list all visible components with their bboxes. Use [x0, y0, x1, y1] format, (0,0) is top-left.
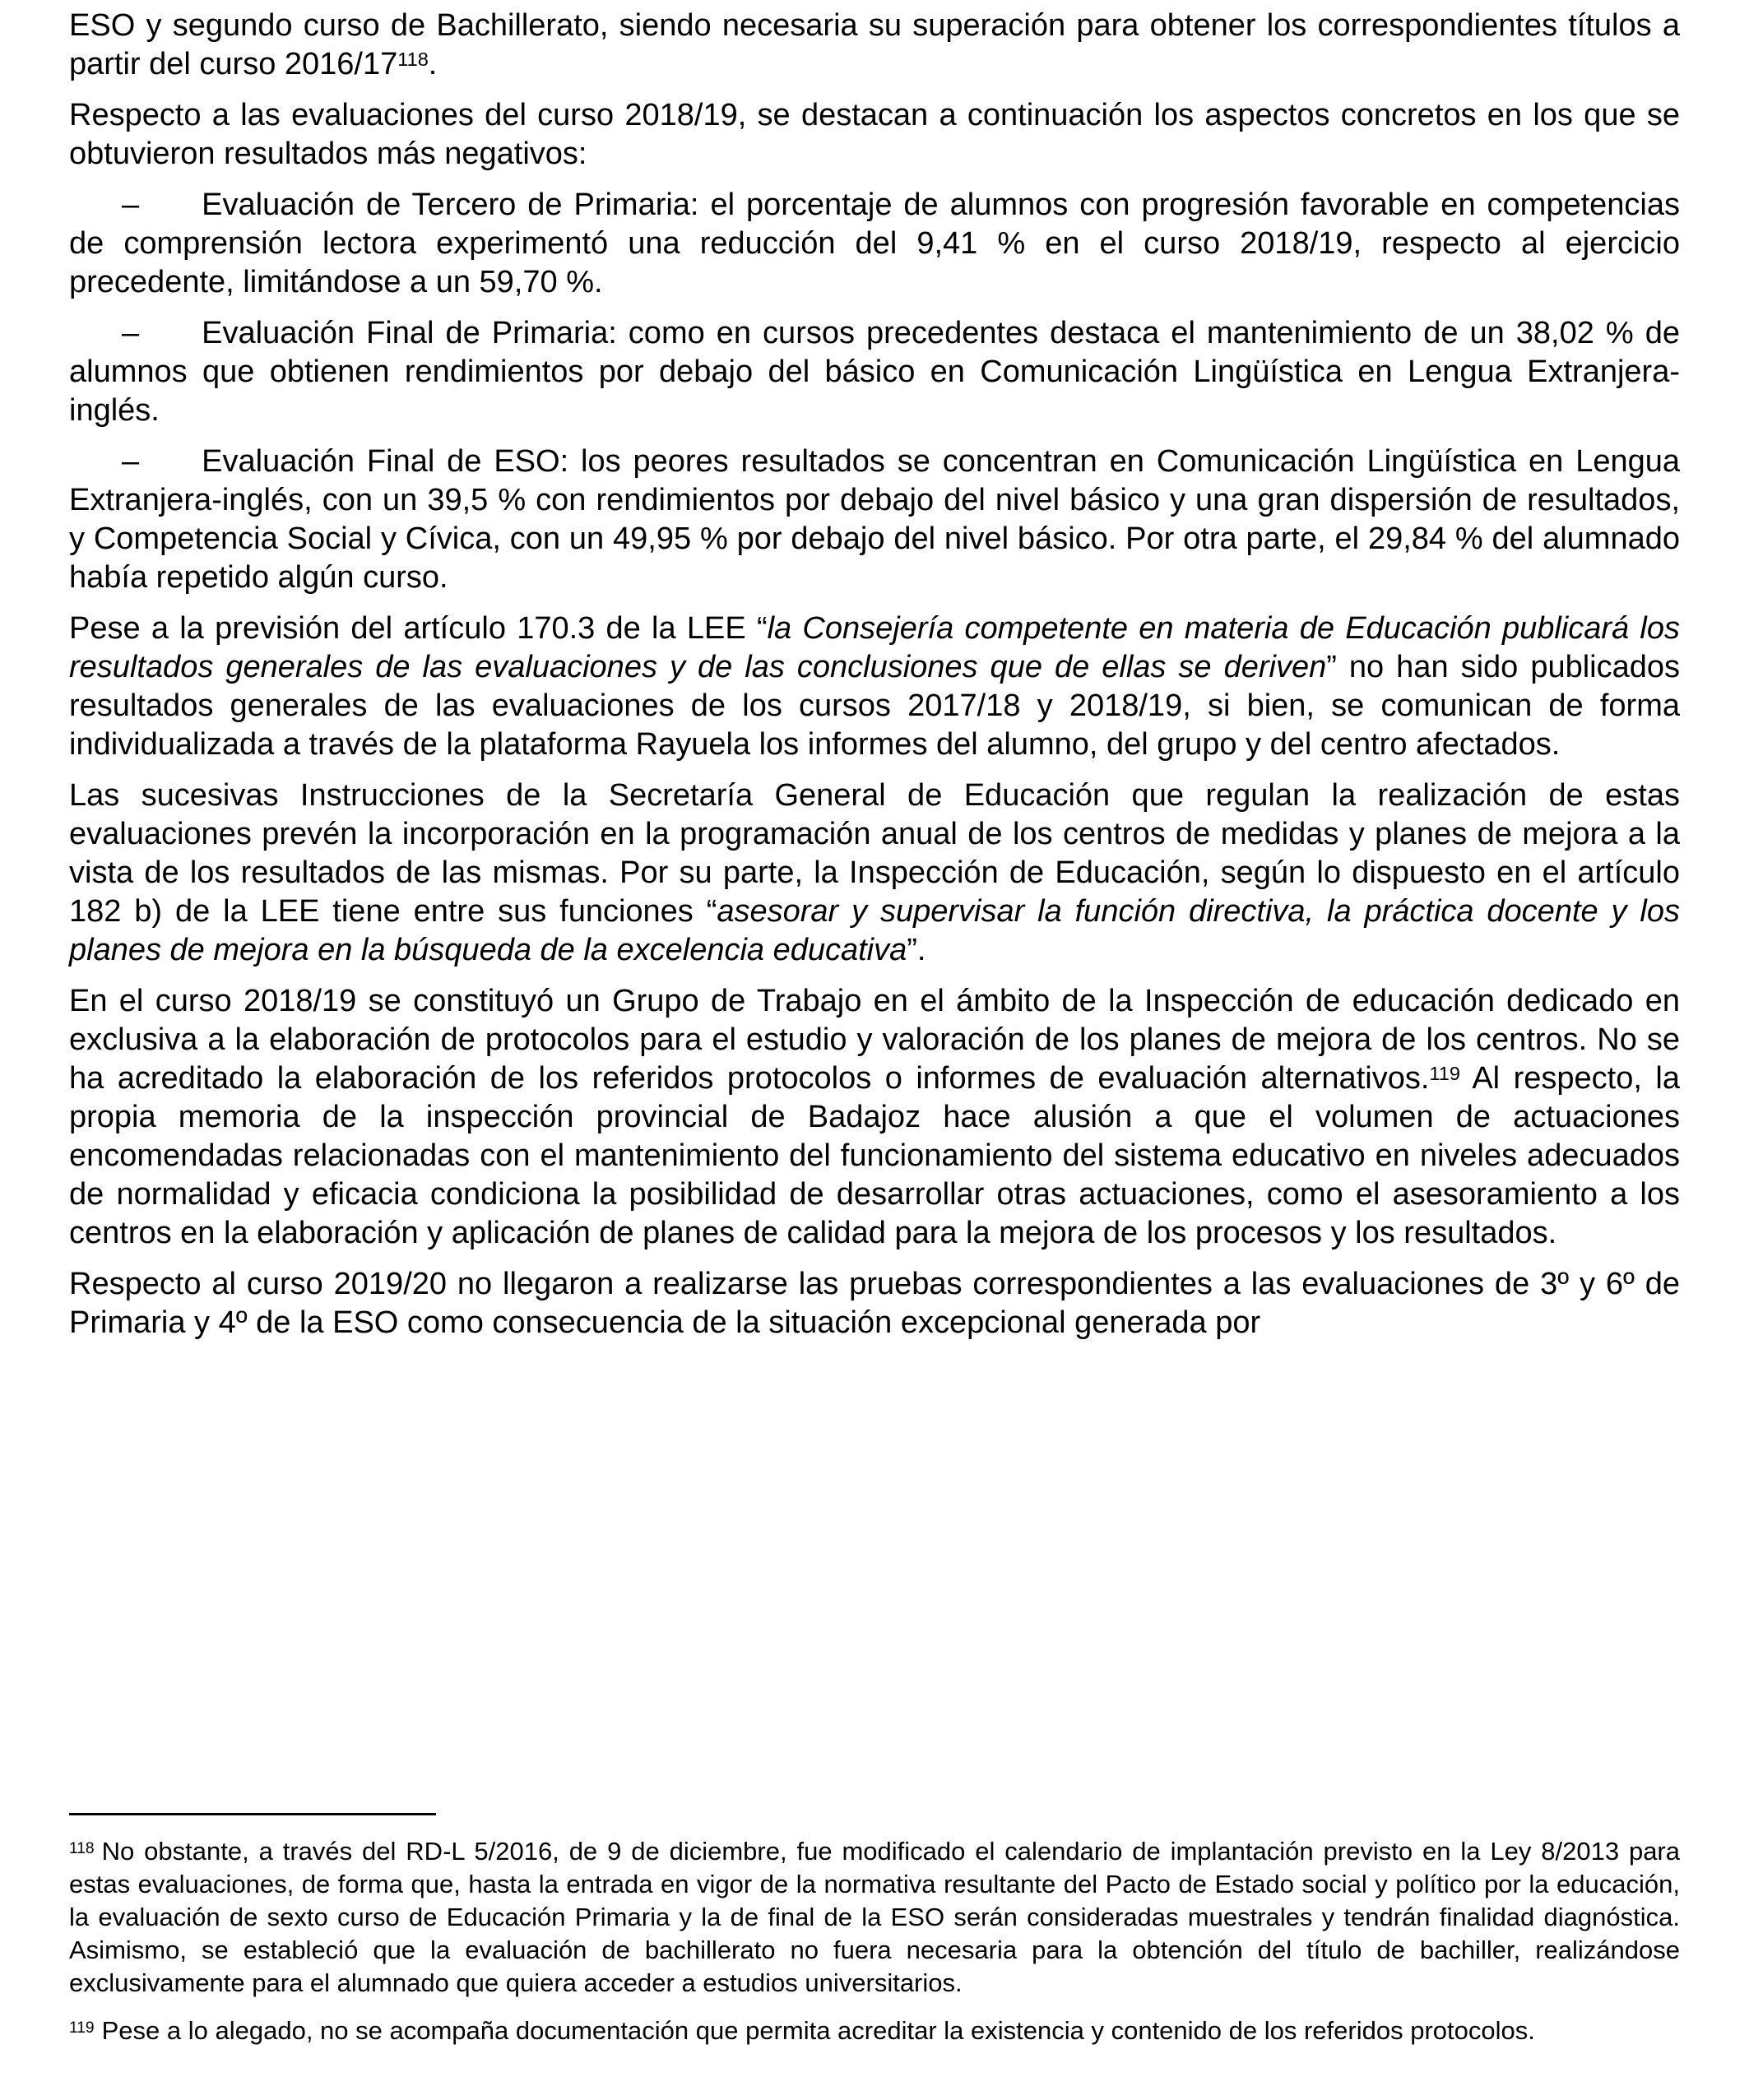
bullet-item-final-primaria — [69, 314, 1680, 430]
footnote-text: No obstante, a través del RD-L 5/2016, de 9 de diciembre, fue modificado el calendario de implantación previsto en la Ley 8/2013 para estas evaluaciones, de forma que, hasta la entrada en vigor de la normativa resultante del Pacto de Estado social y político por la educación, la evaluación de sexto curso de Educación Primaria y la de final de la ESO serán consideradas muestrales y tendrán finalidad diagnóstica. Asimismo, se estableció que la evaluación de bachillerato no fuera necesaria para la obtención del título de bachiller, realizándose exclusivamente para el alumnado que quiera acceder a estudios universitarios. — [69, 1837, 1680, 1997]
paragraph-curso-2019-20 — [69, 1265, 1680, 1342]
quoted-text: la Consejería competente en materia de Educación publicará los resultados generales de las evaluaciones y de las conclusiones que de ellas se deriven — [69, 611, 1680, 684]
paragraph-text: ESO y segundo curso de Bachillerato, siendo necesaria su superación para obtener los correspondientes títulos a partir del curso 2016/17 — [69, 8, 1680, 81]
footnote-number-119: 119 — [69, 2019, 95, 2037]
paragraph-text: Respecto al curso 2019/20 no llegaron a realizarse las pruebas correspondientes a las evaluaciones de 3º y 6º de Primaria y 4º de la ESO como consecuencia de la situación excepcional generada por — [69, 1267, 1680, 1340]
paragraph-text: . — [428, 47, 438, 81]
bullet-dash: – — [122, 444, 140, 479]
footnote-separator — [69, 1813, 436, 1815]
paragraph-text: Respecto a las evaluaciones del curso 2018/19, se destacan a continuación los aspectos concretos en los que se obtuvieron resultados más negativos: — [69, 98, 1680, 171]
footnote-119 — [69, 2014, 1680, 2047]
paragraph-publicacion-resultados — [69, 610, 1680, 764]
footnotes-section — [69, 1813, 1680, 2047]
paragraph-text: Al respecto, la propia memoria de la inspección provincial de Badajoz hace alusión a que el volumen de actuaciones encomendadas relacionadas con el mantenimiento del funcionamiento del sistema educativo en niveles adecuados de normalidad y eficacia condiciona la posibilidad de desarrollar otras actuaciones, como el asesoramiento a los centros en la elaboración y aplicación de planes de calidad para la mejora de los procesos y los resultados. — [69, 1061, 1680, 1250]
footnote-ref-118: 118 — [397, 49, 429, 71]
paragraph-text: En el curso 2018/19 se constituyó un Grupo de Trabajo en el ámbito de la Inspección de educación dedicado en exclusiva a la elaboración de protocolos para el estudio y valoración de los planes de mejora de los centros. No se ha acreditado la elaboración de los referidos protocolos o informes de evaluación alternativos. — [69, 984, 1680, 1096]
bullet-item-tercero-primaria — [69, 186, 1680, 302]
bullet-text: Evaluación Final de ESO: los peores resultados se concentran en Comunicación Lingüística en Lengua Extranjera-inglés, con un 39,5 % con rendimientos por debajo del nivel básico y una gran dispersión de resultados, y Competencia Social y Cívica, con un 49,95 % por debajo del nivel básico. Por otra parte, el 29,84 % del alumnado había repetido algún curso. — [69, 444, 1680, 595]
footnote-number-118: 118 — [69, 1839, 95, 1857]
paragraph-evaluaciones-intro — [69, 96, 1680, 174]
footnote-text: Pese a lo alegado, no se acompaña documentación que permita acreditar la existencia y contenido de los referidos protocolos. — [101, 2016, 1535, 2045]
paragraph-text: Pese a la previsión del artículo 170.3 de la LEE “ — [69, 611, 768, 646]
footnote-ref-119: 119 — [1429, 1063, 1460, 1085]
bullet-dash: – — [122, 316, 140, 350]
paragraph-continuation — [69, 7, 1680, 84]
paragraph-text: Las sucesivas Instrucciones de la Secretaría General de Educación que regulan la realización de estas evaluaciones prevén la incorporación en la programación anual de los centros de medidas y planes de mejora a la vista de los resultados de las mismas. Por su parte, la Inspección de Educación, según lo dispuesto en el artículo 182 b) de la LEE tiene entre sus funciones “ — [69, 778, 1680, 929]
paragraph-text: ” no han sido publicados resultados generales de las evaluaciones de los cursos 2017/18 y 2018/19, si bien, se comunican de forma individualizada a través de la plataforma Rayuela los informes del alumno, del grupo y del centro afectados. — [69, 650, 1681, 762]
bullet-item-final-eso — [69, 443, 1680, 597]
bullet-text: Evaluación de Tercero de Primaria: el porcentaje de alumnos con progresión favorable en competencias de comprensión lectora experimentó una reducción del 9,41 % en el curso 2018/19, respecto al ejercicio precedente, limitándose a un 59,70 %. — [69, 188, 1680, 299]
footnote-118 — [69, 1835, 1680, 2000]
paragraph-text: ”. — [907, 933, 926, 967]
document-body — [69, 7, 1680, 1342]
paragraph-grupo-trabajo — [69, 982, 1680, 1253]
paragraph-instrucciones — [69, 776, 1680, 970]
bullet-dash: – — [122, 188, 140, 222]
quoted-text: asesorar y supervisar la función directiva, la práctica docente y los planes de mejora en la búsqueda de la excelencia educativa — [69, 894, 1680, 967]
bullet-text: Evaluación Final de Primaria: como en cursos precedentes destaca el mantenimiento de un 38,02 % de alumnos que obtienen rendimientos por debajo del básico en Comunicación Lingüística en Lengua Extranjera-inglés. — [69, 316, 1680, 428]
